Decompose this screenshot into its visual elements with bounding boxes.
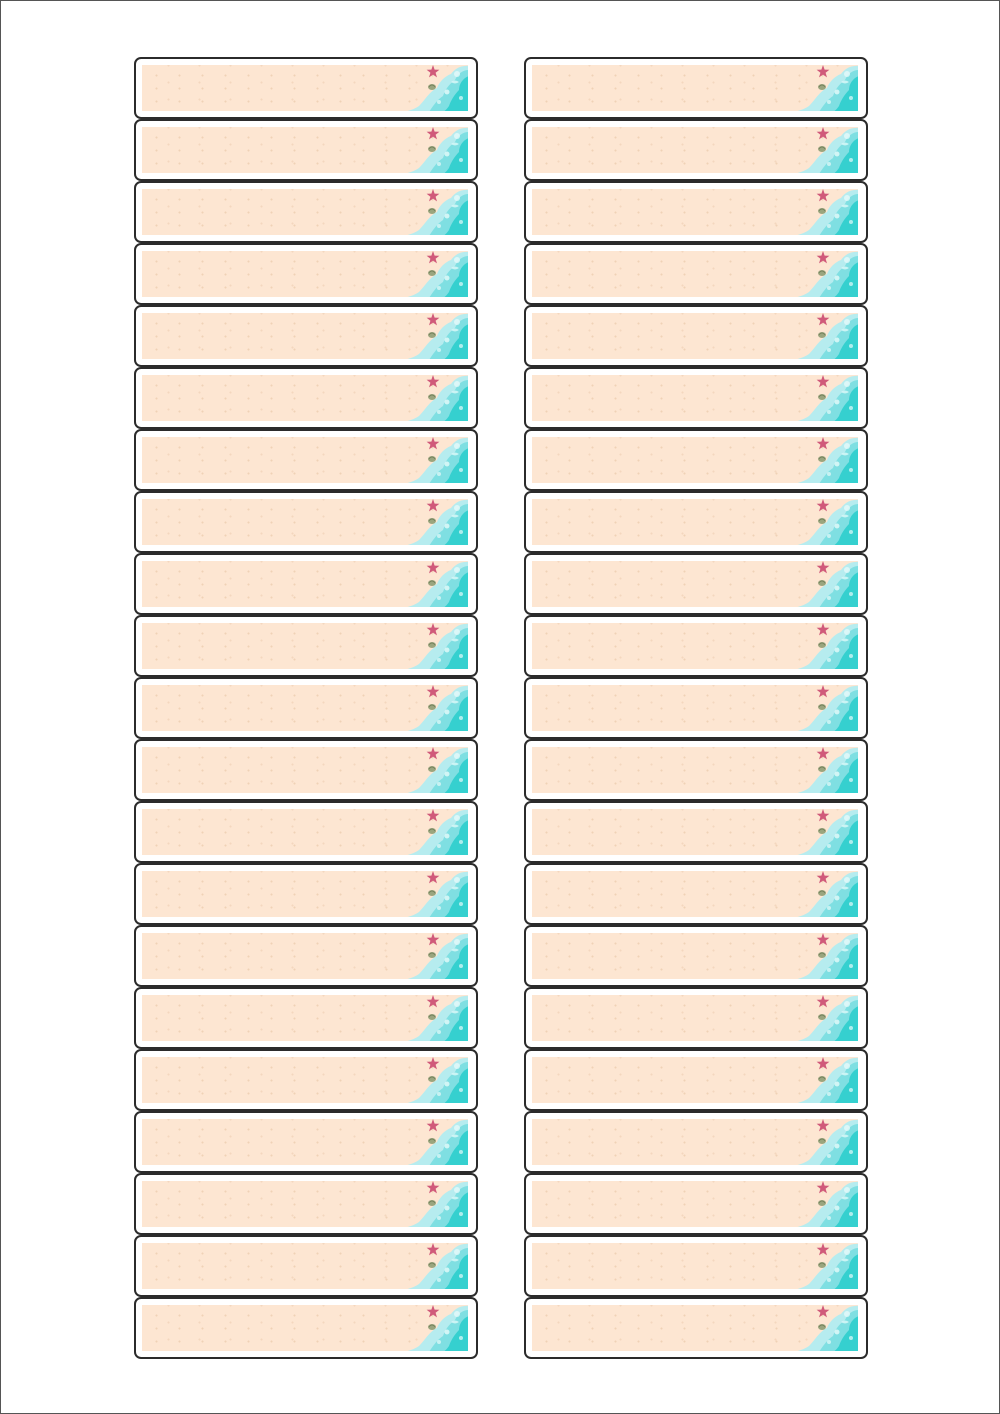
beach-decoration [399,747,468,793]
address-label[interactable] [134,119,478,181]
label-background [532,933,858,979]
beach-decoration [399,189,468,235]
beach-decoration [789,1305,858,1351]
label-background [532,685,858,731]
address-label[interactable] [524,677,868,739]
seashell-icon [818,766,826,772]
seashell-icon [818,1262,826,1268]
starfish-icon [817,65,830,77]
label-text[interactable] [152,1305,398,1351]
label-text[interactable] [542,995,788,1041]
label-text[interactable] [152,313,398,359]
beach-decoration [399,499,468,545]
address-label[interactable] [134,305,478,367]
seashell-icon [818,828,826,834]
label-text[interactable] [152,933,398,979]
label-text[interactable] [152,65,398,111]
beach-decoration [399,809,468,855]
label-background [142,499,468,545]
seashell-icon [818,1138,826,1144]
beach-decoration [399,313,468,359]
label-background [532,375,858,421]
seashell-icon [428,1076,436,1082]
starfish-icon [427,65,440,77]
starfish-icon [817,375,830,387]
starfish-icon [427,933,440,945]
label-text[interactable] [542,499,788,545]
beach-decoration [789,871,858,917]
address-label[interactable] [134,1235,478,1297]
address-label[interactable] [134,181,478,243]
address-label[interactable] [524,987,868,1049]
label-text[interactable] [542,1119,788,1165]
starfish-icon [427,685,440,697]
label-background [532,561,858,607]
starfish-icon [427,809,440,821]
label-text[interactable] [542,623,788,669]
label-text[interactable] [542,65,788,111]
label-text[interactable] [542,189,788,235]
address-label[interactable] [134,925,478,987]
seashell-icon [818,394,826,400]
seashell-icon [428,270,436,276]
address-label[interactable] [524,367,868,429]
beach-decoration [789,747,858,793]
address-label[interactable] [134,987,478,1049]
label-text[interactable] [152,127,398,173]
seashell-icon [818,890,826,896]
label-text[interactable] [152,809,398,855]
beach-decoration [399,561,468,607]
address-label[interactable] [134,553,478,615]
starfish-icon [817,1243,830,1255]
address-label[interactable] [134,739,478,801]
seashell-icon [428,518,436,524]
address-label[interactable] [524,1111,868,1173]
address-label[interactable] [134,491,478,553]
seashell-icon [428,580,436,586]
beach-decoration [789,933,858,979]
beach-decoration [789,623,858,669]
starfish-icon [817,1119,830,1131]
label-background [142,1057,468,1103]
beach-decoration [789,1243,858,1289]
beach-decoration [399,1305,468,1351]
seashell-icon [818,1014,826,1020]
label-background [142,1243,468,1289]
address-label[interactable] [134,677,478,739]
label-background [142,251,468,297]
address-label[interactable] [524,243,868,305]
label-background [142,127,468,173]
starfish-icon [427,1057,440,1069]
address-label[interactable] [134,801,478,863]
beach-decoration [399,871,468,917]
label-background [532,437,858,483]
label-background [142,747,468,793]
beach-decoration [789,1057,858,1103]
label-background [532,1057,858,1103]
label-text[interactable] [542,1243,788,1289]
address-label[interactable] [134,1173,478,1235]
starfish-icon [817,747,830,759]
label-text[interactable] [152,251,398,297]
label-text[interactable] [542,251,788,297]
address-label[interactable] [524,1049,868,1111]
label-background [532,623,858,669]
label-background [142,623,468,669]
starfish-icon [427,313,440,325]
label-text[interactable] [152,623,398,669]
label-background [532,871,858,917]
address-label[interactable] [134,429,478,491]
starfish-icon [817,437,830,449]
seashell-icon [428,828,436,834]
starfish-icon [427,623,440,635]
beach-decoration [789,1119,858,1165]
starfish-icon [817,561,830,573]
label-background [142,313,468,359]
beach-decoration [399,623,468,669]
label-background [532,313,858,359]
beach-decoration [399,1243,468,1289]
label-text[interactable] [152,499,398,545]
label-background [532,995,858,1041]
address-label[interactable] [524,1173,868,1235]
seashell-icon [818,456,826,462]
seashell-icon [428,332,436,338]
label-text[interactable] [152,1243,398,1289]
beach-decoration [399,65,468,111]
beach-decoration [789,499,858,545]
seashell-icon [428,766,436,772]
address-label[interactable] [524,925,868,987]
label-background [532,127,858,173]
seashell-icon [818,1076,826,1082]
starfish-icon [817,685,830,697]
address-label[interactable] [134,1297,478,1359]
seashell-icon [428,642,436,648]
label-background [142,685,468,731]
seashell-icon [428,1200,436,1206]
starfish-icon [427,1305,440,1317]
seashell-icon [428,952,436,958]
seashell-icon [818,642,826,648]
beach-decoration [789,1181,858,1227]
address-label[interactable] [134,1049,478,1111]
label-text[interactable] [152,685,398,731]
starfish-icon [427,995,440,1007]
starfish-icon [427,437,440,449]
starfish-icon [817,1181,830,1193]
label-background [142,437,468,483]
address-label[interactable] [524,1235,868,1297]
label-text[interactable] [542,127,788,173]
label-text[interactable] [152,871,398,917]
label-text[interactable] [542,747,788,793]
label-background [532,499,858,545]
beach-decoration [399,685,468,731]
seashell-icon [818,952,826,958]
label-text[interactable] [542,561,788,607]
label-background [142,809,468,855]
starfish-icon [427,1243,440,1255]
seashell-icon [818,518,826,524]
label-text[interactable] [152,561,398,607]
seashell-icon [428,146,436,152]
address-label[interactable] [524,863,868,925]
label-background [142,1305,468,1351]
label-background [532,809,858,855]
beach-decoration [399,1181,468,1227]
beach-decoration [399,933,468,979]
seashell-icon [428,1014,436,1020]
label-background [532,1305,858,1351]
starfish-icon [427,871,440,883]
label-background [532,65,858,111]
beach-decoration [789,809,858,855]
starfish-icon [817,1305,830,1317]
label-background [532,1119,858,1165]
address-label[interactable] [524,181,868,243]
seashell-icon [818,146,826,152]
beach-decoration [789,189,858,235]
label-text[interactable] [542,437,788,483]
address-label[interactable] [134,367,478,429]
seashell-icon [428,84,436,90]
beach-decoration [789,995,858,1041]
label-background [142,871,468,917]
label-text[interactable] [542,1305,788,1351]
label-background [532,1243,858,1289]
beach-decoration [399,127,468,173]
starfish-icon [817,933,830,945]
label-text[interactable] [542,685,788,731]
beach-decoration [399,375,468,421]
seashell-icon [428,1324,436,1330]
seashell-icon [428,208,436,214]
starfish-icon [817,809,830,821]
starfish-icon [817,871,830,883]
beach-decoration [399,437,468,483]
label-text[interactable] [152,1057,398,1103]
address-label[interactable] [134,243,478,305]
label-background [142,1119,468,1165]
seashell-icon [428,1138,436,1144]
address-label[interactable] [524,553,868,615]
label-background [142,65,468,111]
starfish-icon [817,313,830,325]
starfish-icon [817,189,830,201]
address-label[interactable] [524,615,868,677]
beach-decoration [789,437,858,483]
seashell-icon [428,456,436,462]
starfish-icon [817,995,830,1007]
starfish-icon [427,747,440,759]
label-background [532,189,858,235]
seashell-icon [818,1324,826,1330]
label-background [142,189,468,235]
label-text[interactable] [152,1181,398,1227]
label-background [532,251,858,297]
seashell-icon [818,704,826,710]
starfish-icon [817,127,830,139]
starfish-icon [427,375,440,387]
label-background [142,995,468,1041]
beach-decoration [399,1119,468,1165]
label-text[interactable] [542,375,788,421]
address-label[interactable] [524,801,868,863]
label-background [532,1181,858,1227]
starfish-icon [427,127,440,139]
label-background [142,375,468,421]
address-label[interactable] [524,305,868,367]
starfish-icon [817,251,830,263]
seashell-icon [818,84,826,90]
label-text[interactable] [152,437,398,483]
label-text[interactable] [542,933,788,979]
label-text[interactable] [542,313,788,359]
beach-decoration [399,251,468,297]
seashell-icon [428,1262,436,1268]
beach-decoration [399,1057,468,1103]
starfish-icon [427,251,440,263]
address-label[interactable] [524,1297,868,1359]
beach-decoration [789,561,858,607]
label-text[interactable] [152,189,398,235]
starfish-icon [427,499,440,511]
address-label[interactable] [524,491,868,553]
starfish-icon [817,623,830,635]
beach-decoration [789,251,858,297]
label-text[interactable] [152,995,398,1041]
starfish-icon [427,1119,440,1131]
seashell-icon [428,704,436,710]
label-text[interactable] [152,375,398,421]
address-label[interactable] [134,615,478,677]
beach-decoration [789,685,858,731]
address-label[interactable] [134,863,478,925]
address-label[interactable] [134,1111,478,1173]
beach-decoration [789,65,858,111]
beach-decoration [789,375,858,421]
seashell-icon [818,270,826,276]
label-background [142,561,468,607]
starfish-icon [427,189,440,201]
label-text[interactable] [152,1119,398,1165]
label-background [532,747,858,793]
beach-decoration [789,127,858,173]
starfish-icon [817,499,830,511]
beach-decoration [399,995,468,1041]
label-text[interactable] [542,809,788,855]
address-label[interactable] [524,429,868,491]
seashell-icon [818,208,826,214]
label-background [142,1181,468,1227]
label-background [142,933,468,979]
label-text[interactable] [542,1181,788,1227]
address-label[interactable] [524,119,868,181]
seashell-icon [818,580,826,586]
seashell-icon [818,1200,826,1206]
label-text[interactable] [542,1057,788,1103]
address-label[interactable] [524,739,868,801]
seashell-icon [818,332,826,338]
seashell-icon [428,394,436,400]
seashell-icon [428,890,436,896]
beach-decoration [789,313,858,359]
label-text[interactable] [152,747,398,793]
starfish-icon [427,1181,440,1193]
label-text[interactable] [542,871,788,917]
starfish-icon [817,1057,830,1069]
starfish-icon [427,561,440,573]
address-label[interactable] [524,57,868,119]
address-label[interactable] [134,57,478,119]
